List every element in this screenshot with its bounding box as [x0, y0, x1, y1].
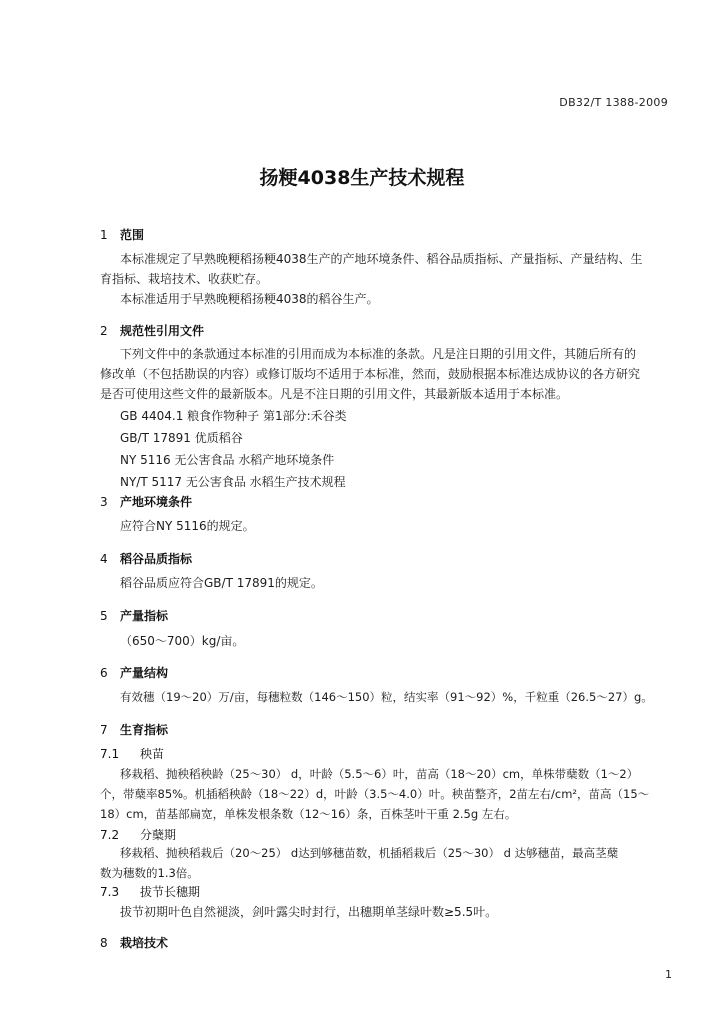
- reference-item: NY 5116 无公害食品 水稻产地环境条件: [120, 453, 335, 467]
- paragraph-line: （650～700）kg/亩。: [120, 634, 245, 648]
- section-6-body: [120, 687, 653, 707]
- paragraph-line: 拔节初期叶色自然褪淡，剑叶露尖时封行，出穗期单茎绿叶数≥5.5叶。: [120, 905, 498, 919]
- section-1-scope: [120, 289, 379, 309]
- reference-item: GB/T 17891 优质稻谷: [120, 431, 243, 445]
- subsection-7-1-body-cont: [100, 784, 649, 824]
- subsection-7-2-body-cont: [100, 863, 199, 883]
- section-1-body-cont: [100, 269, 268, 289]
- section-2-body: [120, 344, 636, 364]
- section-heading-5: 5 产量指标: [100, 609, 169, 623]
- section-1-body: [120, 249, 643, 269]
- section-heading-8: 8 栽培技术: [100, 936, 169, 950]
- paragraph-line: 修改单（不包括勘误的内容）或修订版均不适用于本标准，然而，鼓励根据本标准达成协议的各方研究: [100, 367, 641, 381]
- section-heading-7: 7 生育指标: [100, 723, 169, 737]
- paragraph-line: 稻谷品质应符合GB/T 17891的规定。: [120, 576, 323, 590]
- section-4-body: [120, 573, 323, 593]
- section-3-body: [120, 516, 255, 536]
- page-number: 1: [665, 968, 672, 981]
- section-heading-3: 3 产地环境条件: [100, 495, 193, 509]
- paragraph-line: 移栽稻、抛秧稻栽后（20～25） d达到够穗苗数，机插稻栽后（25～30） d 达够穗苗，最高茎蘖: [120, 846, 619, 860]
- paragraph-line: 本标准规定了早熟晚粳稻扬粳4038生产的产地环境条件、稻谷品质指标、产量指标、产量结构、生: [120, 252, 643, 266]
- paragraph-line: 18）cm，苗基部扁宽，单株发根条数（12～16）条，百株茎叶干重 2.5g 左右。: [100, 807, 517, 821]
- paragraph-line: 本标准适用于早熟晚粳稻扬粳4038的稻谷生产。: [120, 292, 379, 306]
- standard-number: DB32/T 1388-2009: [559, 96, 668, 109]
- subsection-7-2-body: [120, 843, 618, 863]
- section-heading-2: 2 规范性引用文件: [100, 324, 205, 338]
- document-title: 扬粳4038生产技术规程: [259, 167, 465, 189]
- paragraph-line: 个，带蘖率85%。机插稻秧龄（18～22）d，叶龄（3.5～4.0）叶。秧苗整齐，2苗左右/cm²，苗高（15～: [100, 787, 650, 801]
- section-heading-4: 4 稻谷品质指标: [100, 552, 193, 566]
- paragraph-line: 数为穗数的1.3倍。: [100, 866, 199, 880]
- paragraph-line: 育指标、栽培技术、收获贮存。: [100, 272, 269, 286]
- paragraph-line: 有效穗（19～20）万/亩，每穗粒数（146～150）粒，结实率（91～92）%，千粒重（26.5～27）g。: [120, 690, 653, 704]
- subsection-heading-7-1: 7.1 秧苗: [100, 747, 165, 761]
- subsection-heading-7-3: 7.3 拔节长穗期: [100, 885, 201, 899]
- subsection-7-1-body: [120, 764, 638, 784]
- reference-item: GB 4404.1 粮食作物种子 第1部分:禾谷类: [120, 409, 347, 423]
- paragraph-line: 下列文件中的条款通过本标准的引用而成为本标准的条款。凡是注日期的引用文件，其随后所有的: [120, 347, 637, 361]
- paragraph-line: 移栽稻、抛秧稻秧龄（25～30） d，叶龄（5.5～6）叶，苗高（18～20）cm，单株带蘖数（1～2）: [120, 767, 639, 781]
- section-heading-6: 6 产量结构: [100, 666, 169, 680]
- section-heading-1: 1 范围: [100, 228, 145, 242]
- subsection-7-3-body: [120, 902, 497, 922]
- paragraph-line: 是否可使用这些文件的最新版本。凡是不注日期的引用文件，其最新版本适用于本标准。: [100, 387, 569, 401]
- section-2-body-cont: [100, 364, 640, 404]
- paragraph-line: 应符合NY 5116的规定。: [120, 519, 255, 533]
- reference-item: NY/T 5117 无公害食品 水稻生产技术规程: [120, 475, 346, 489]
- normative-references: [120, 405, 347, 493]
- subsection-heading-7-2: 7.2 分蘖期: [100, 828, 177, 842]
- section-5-body: [120, 631, 244, 651]
